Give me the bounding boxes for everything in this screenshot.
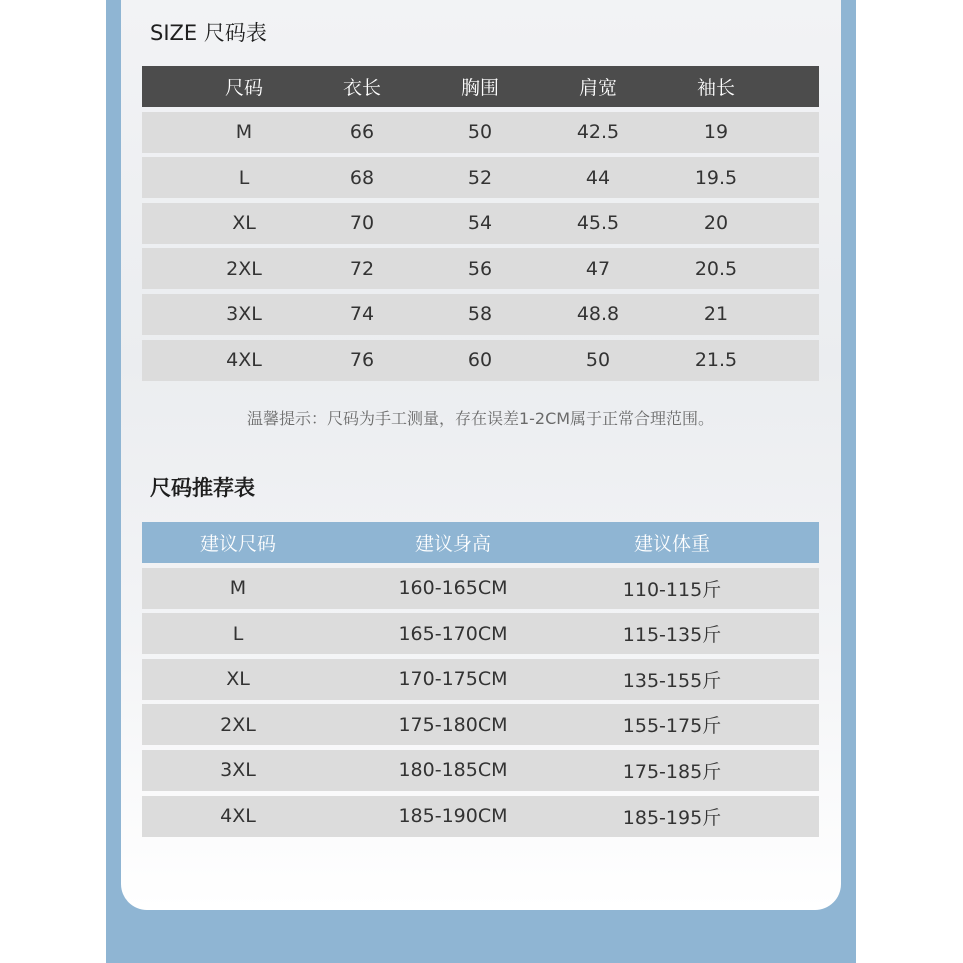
table-cell: 56 [467,257,493,280]
table-cell: 58 [467,303,493,326]
header-cell: 建议身高 [414,533,491,555]
table-cell: 66 [349,121,375,144]
table-cell: 20 [703,212,729,235]
table-cell: XL [232,212,256,235]
table-cell: 170-175CM [398,668,508,691]
table-cell: 2XL [226,257,262,280]
table-row [142,613,819,654]
header-cell: 肩宽 [578,77,617,99]
table-cell: 175-185斤 [622,760,722,783]
header-cell: 建议尺码 [199,533,276,555]
recommend-table-title: 尺码推荐表 [150,476,255,500]
table-cell: 54 [467,212,493,235]
table-cell: 48.8 [576,303,620,326]
recommend-table-header [142,522,819,563]
table-cell: 165-170CM [398,622,508,645]
table-cell: 45.5 [576,212,620,235]
table-row [142,203,819,244]
header-cell: 尺码 [224,77,263,99]
size-table-header [142,66,819,107]
table-cell: 50 [585,349,611,372]
table-row [142,796,819,837]
size-table [142,66,819,385]
table-cell: 115-135斤 [622,624,722,647]
table-cell: 175-180CM [398,713,508,736]
size-title-cn: 尺码表 [203,21,267,45]
table-cell: 47 [585,257,611,280]
table-cell: 180-185CM [398,759,508,782]
table-cell: 4XL [226,349,262,372]
table-row [142,568,819,609]
size-title-en: SIZE [150,21,198,45]
table-row [142,157,819,198]
table-cell: 52 [467,166,493,189]
table-cell: 3XL [226,303,262,326]
header-cell: 建议体重 [633,533,710,555]
table-row [142,248,819,289]
table-cell: 21 [703,303,729,326]
size-table-title [150,19,267,47]
table-cell: 19.5 [694,166,738,189]
table-cell: 60 [467,349,493,372]
table-cell: 3XL [220,759,256,782]
header-cell: 衣长 [342,77,381,99]
table-cell: L [232,622,244,645]
table-cell: 110-115斤 [622,578,722,601]
table-cell: XL [226,668,250,691]
table-cell: 185-195斤 [622,806,722,829]
table-cell: 70 [349,212,375,235]
table-cell: 72 [349,257,375,280]
table-cell: 42.5 [576,121,620,144]
table-cell: 2XL [220,713,256,736]
table-cell: 160-165CM [398,577,508,600]
table-cell: L [238,166,250,189]
table-cell: 44 [585,166,611,189]
table-cell: 74 [349,303,375,326]
header-cell: 袖长 [696,77,735,99]
table-cell: 68 [349,166,375,189]
table-cell: 76 [349,349,375,372]
table-cell: 155-175斤 [622,715,722,738]
table-cell: M [229,577,247,600]
table-cell: 20.5 [694,257,738,280]
measurement-note: 温馨提示：尺码为手工测量，存在误差1-2CM属于正常合理范围。 [246,409,715,428]
table-cell: M [235,121,253,144]
table-cell: 185-190CM [398,805,508,828]
table-row [142,704,819,745]
table-row [142,294,819,335]
table-row [142,340,819,381]
table-cell: 21.5 [694,349,738,372]
table-row [142,112,819,153]
table-cell: 4XL [220,805,256,828]
table-cell: 135-155斤 [622,669,722,692]
header-cell: 胸围 [460,77,499,99]
table-row [142,659,819,700]
table-cell: 19 [703,121,729,144]
table-row [142,750,819,791]
recommend-table [142,522,819,841]
table-cell: 50 [467,121,493,144]
